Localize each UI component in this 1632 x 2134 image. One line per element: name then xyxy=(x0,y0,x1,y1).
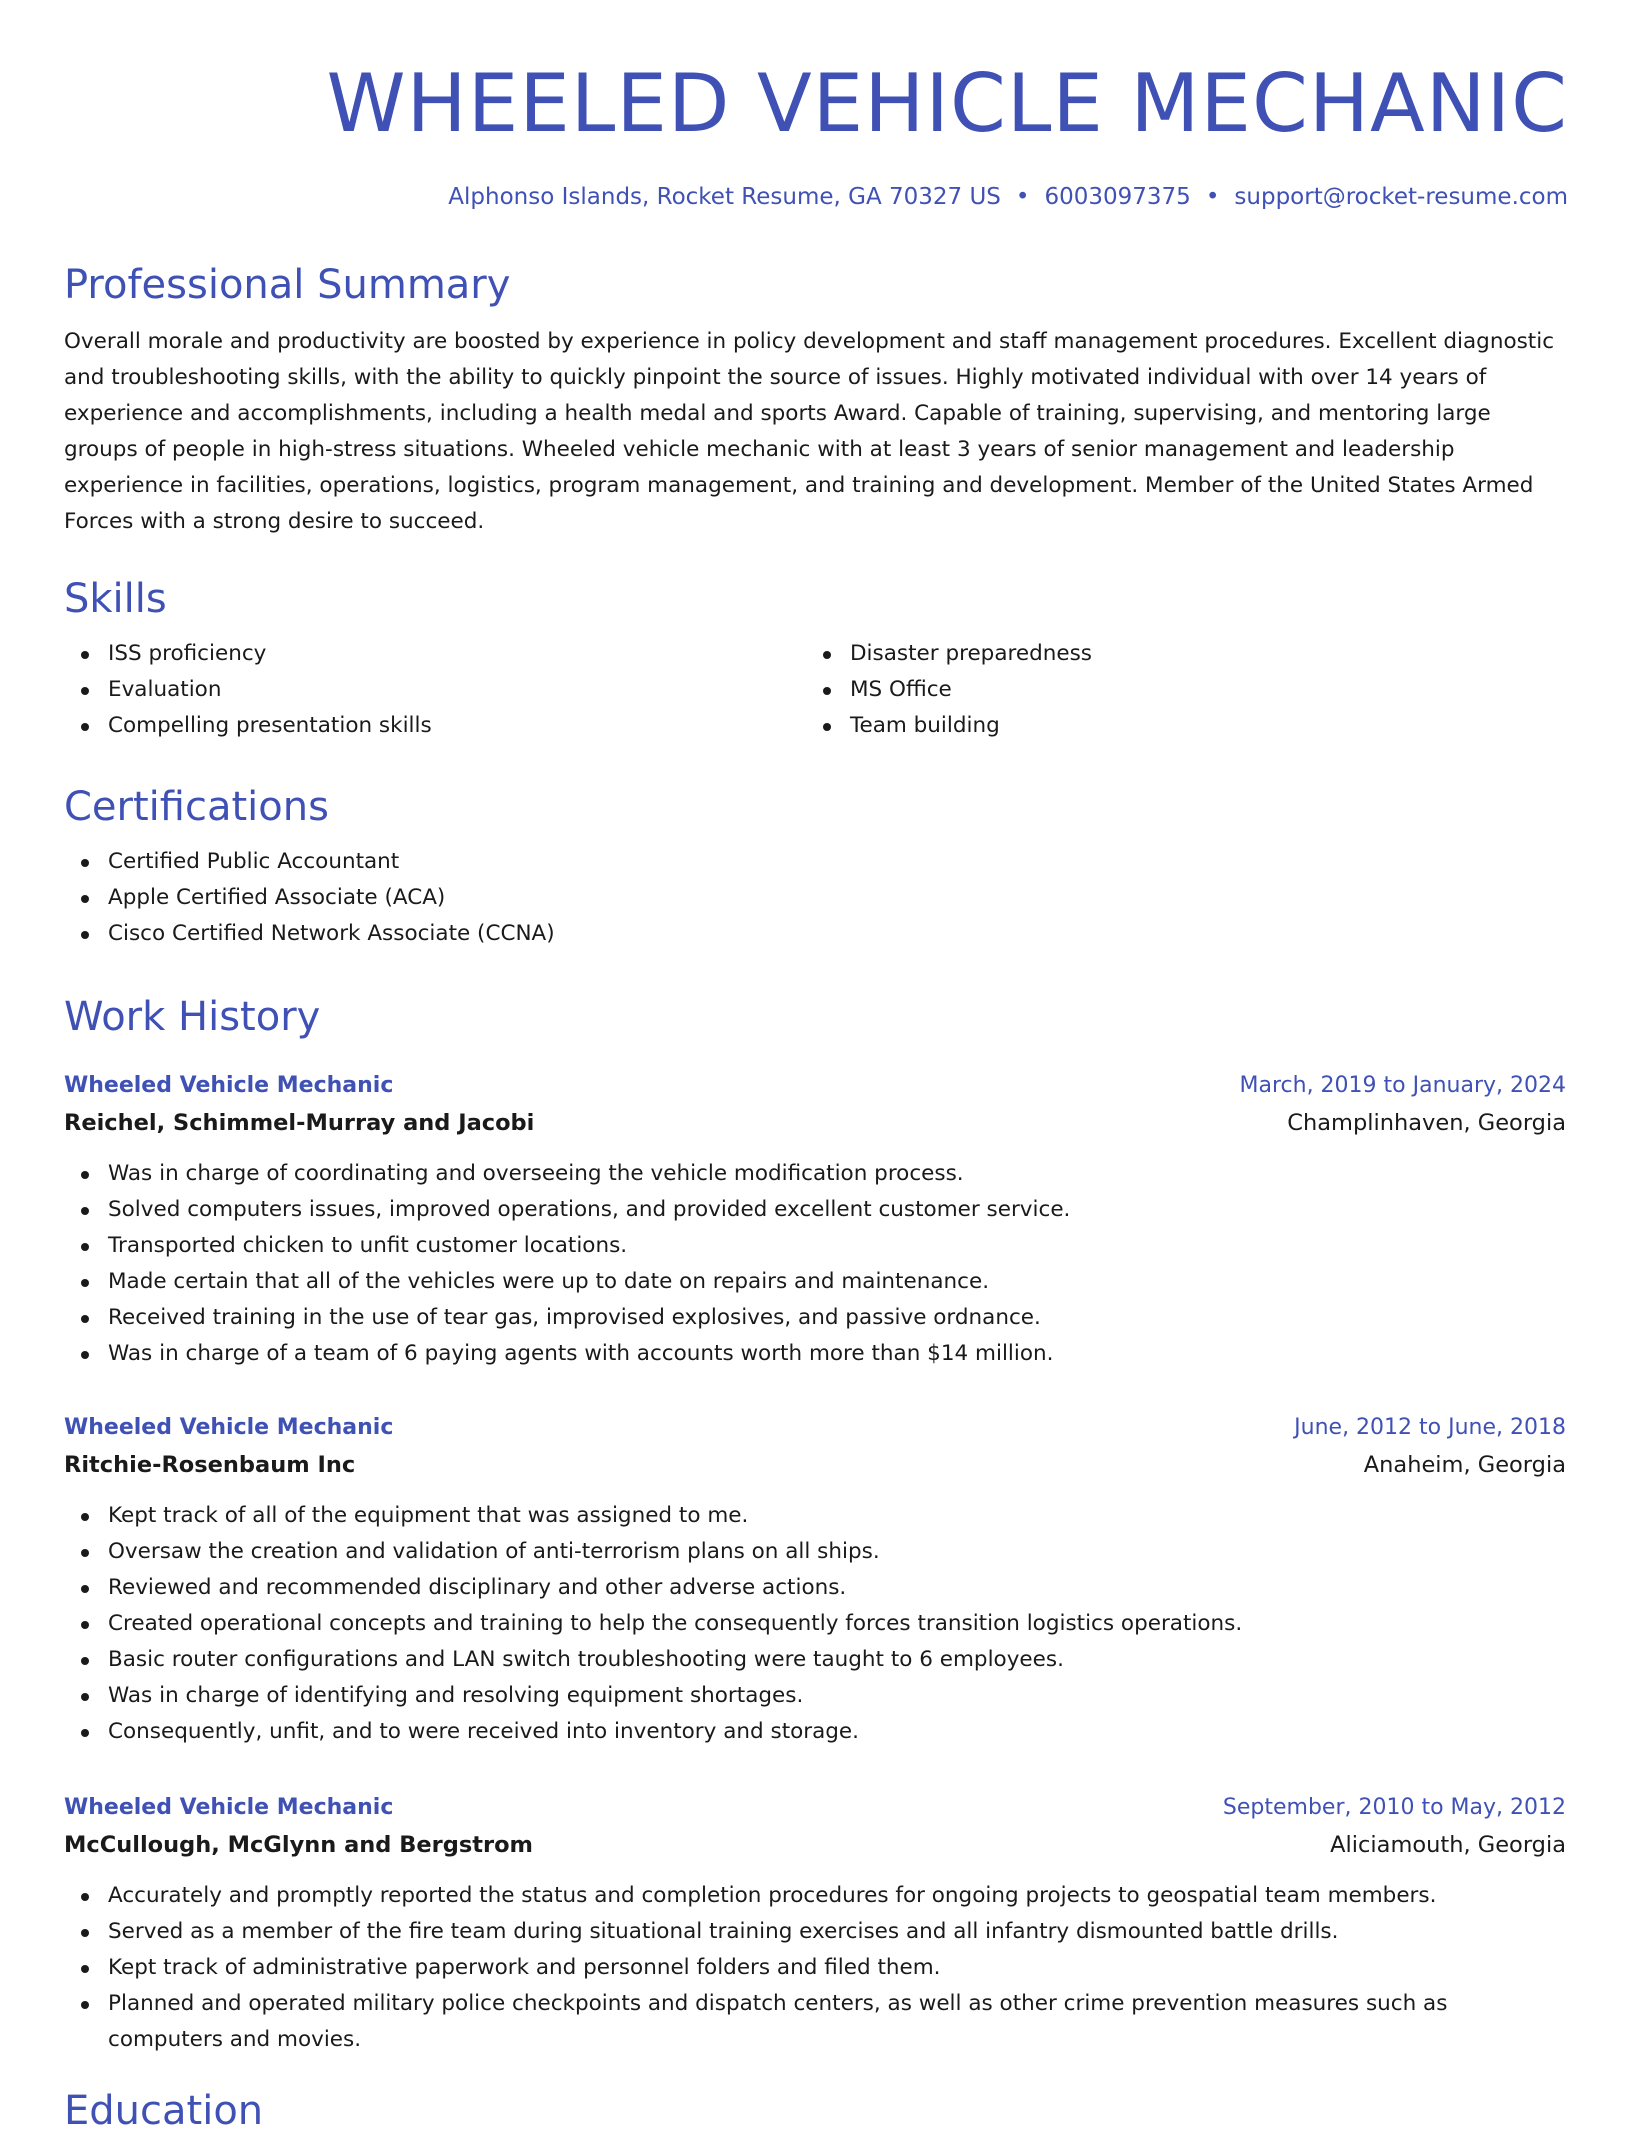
skills-section xyxy=(64,576,1566,744)
job-location: Champlinhaven, Georgia xyxy=(1287,1110,1566,1136)
certification-item: Apple Certified Associate (ACA) xyxy=(64,880,1566,916)
job-bullet: Solved computers issues, improved operations, and provided excellent customer service. xyxy=(64,1192,1566,1228)
job-title: Wheeled Vehicle Mechanic xyxy=(64,1415,394,1440)
job-entry xyxy=(64,1790,1566,2058)
job-bullet: Consequently, unfit, and to were received into inventory and storage. xyxy=(64,1714,1566,1750)
section-title-work-history: Work History xyxy=(64,994,321,1040)
job-location: Anaheim, Georgia xyxy=(1363,1452,1566,1478)
skill-item: ISS proficiency xyxy=(64,636,806,672)
job-bullet: Made certain that all of the vehicles were up to date on repairs and maintenance. xyxy=(64,1264,1566,1300)
job-company: Ritchie-Rosenbaum Inc xyxy=(64,1452,356,1478)
job-bullet: Transported chicken to unfit customer locations. xyxy=(64,1228,1566,1264)
contact-separator: • xyxy=(1205,184,1220,210)
summary-text: Overall morale and productivity are boosted by experience in policy development and staff management procedures. Excellent diagnostic and troubleshooting skills, with the ability to quickly pinpoint the source of issues. Highly motivated individual with over 14 years of experience and accomplishments, including a health medal and sports Award. Capable of training, supervising, and mentoring large groups of people in high-stress situations. Wheeled vehicle mechanic with at least 3 years of senior management and leadership experience in facilities, operations, logistics, program management, and training and development. Member of the United States Armed Forces with a strong desire to succeed. xyxy=(64,329,1555,534)
job-bullet: Received training in the use of tear gas, improvised explosives, and passive ordnance. xyxy=(64,1300,1566,1336)
job-bullet: Served as a member of the fire team during situational training exercises and all infantry dismounted battle drills. xyxy=(64,1914,1566,1950)
job-title: Wheeled Vehicle Mechanic xyxy=(64,1073,394,1098)
job-bullet: Reviewed and recommended disciplinary and other adverse actions. xyxy=(64,1570,1566,1606)
section-title-skills: Skills xyxy=(64,576,167,622)
job-bullet-list xyxy=(64,1878,1566,2058)
job-title: Wheeled Vehicle Mechanic xyxy=(64,1795,394,1820)
job-bullet: Kept track of all of the equipment that was assigned to me. xyxy=(64,1498,1566,1534)
job-dates: March, 2019 to January, 2024 xyxy=(1239,1073,1566,1098)
contact-line xyxy=(64,184,1568,210)
job-company: Reichel, Schimmel-Murray and Jacobi xyxy=(64,1110,535,1136)
skill-item: Evaluation xyxy=(64,672,806,708)
skills-column-left xyxy=(64,636,806,744)
section-title-education: Education xyxy=(64,2088,264,2134)
section-title-certifications: Certifications xyxy=(64,784,329,830)
job-bullet: Basic router configurations and LAN switch troubleshooting were taught to 6 employees. xyxy=(64,1642,1566,1678)
job-entry xyxy=(64,1410,1566,1750)
job-bullet: Planned and operated military police checkpoints and dispatch centers, as well as other crime prevention measures such as computers and movies. xyxy=(64,1986,1566,2058)
job-company: McCullough, McGlynn and Bergstrom xyxy=(64,1832,534,1858)
job-bullet: Created operational concepts and training to help the consequently forces transition logistics operations. xyxy=(64,1606,1566,1642)
job-bullet: Oversaw the creation and validation of anti-terrorism plans on all ships. xyxy=(64,1534,1566,1570)
contact-address: Alphonso Islands, Rocket Resume, GA 70327 US xyxy=(448,184,1001,210)
job-bullet: Kept track of administrative paperwork and personnel folders and filed them. xyxy=(64,1950,1566,1986)
job-entry xyxy=(64,1068,1566,1372)
skills-column-right xyxy=(806,636,1548,744)
section-title-summary: Professional Summary xyxy=(64,262,511,308)
contact-separator: • xyxy=(1015,184,1030,210)
skill-item: MS Office xyxy=(806,672,1548,708)
education-section xyxy=(64,2088,1566,2134)
job-bullet-list xyxy=(64,1156,1566,1372)
certification-item: Certified Public Accountant xyxy=(64,844,1566,880)
contact-email[interactable]: support@rocket-resume.com xyxy=(1234,184,1568,210)
certification-list xyxy=(64,844,1566,952)
job-location: Aliciamouth, Georgia xyxy=(1330,1832,1566,1858)
certification-item: Cisco Certified Network Associate (CCNA) xyxy=(64,916,1566,952)
work-history-header xyxy=(64,994,1566,1040)
job-bullet: Was in charge of coordinating and overseeing the vehicle modification process. xyxy=(64,1156,1566,1192)
skill-item: Disaster preparedness xyxy=(806,636,1548,672)
job-bullet-list xyxy=(64,1498,1566,1750)
job-bullet: Accurately and promptly reported the status and completion procedures for ongoing projects to geospatial team members. xyxy=(64,1878,1566,1914)
skill-item: Team building xyxy=(806,708,1548,744)
job-dates: June, 2012 to June, 2018 xyxy=(1294,1415,1566,1440)
contact-phone: 6003097375 xyxy=(1044,184,1191,210)
job-dates: September, 2010 to May, 2012 xyxy=(1222,1795,1566,1820)
certifications-section xyxy=(64,784,1566,952)
job-bullet: Was in charge of a team of 6 paying agents with accounts worth more than $14 million. xyxy=(64,1336,1566,1372)
job-bullet: Was in charge of identifying and resolving equipment shortages. xyxy=(64,1678,1566,1714)
candidate-name: WHEELED VEHICLE MECHANIC xyxy=(326,57,1568,150)
summary-section xyxy=(64,262,1566,540)
skill-item: Compelling presentation skills xyxy=(64,708,806,744)
skills-grid xyxy=(64,636,1566,744)
